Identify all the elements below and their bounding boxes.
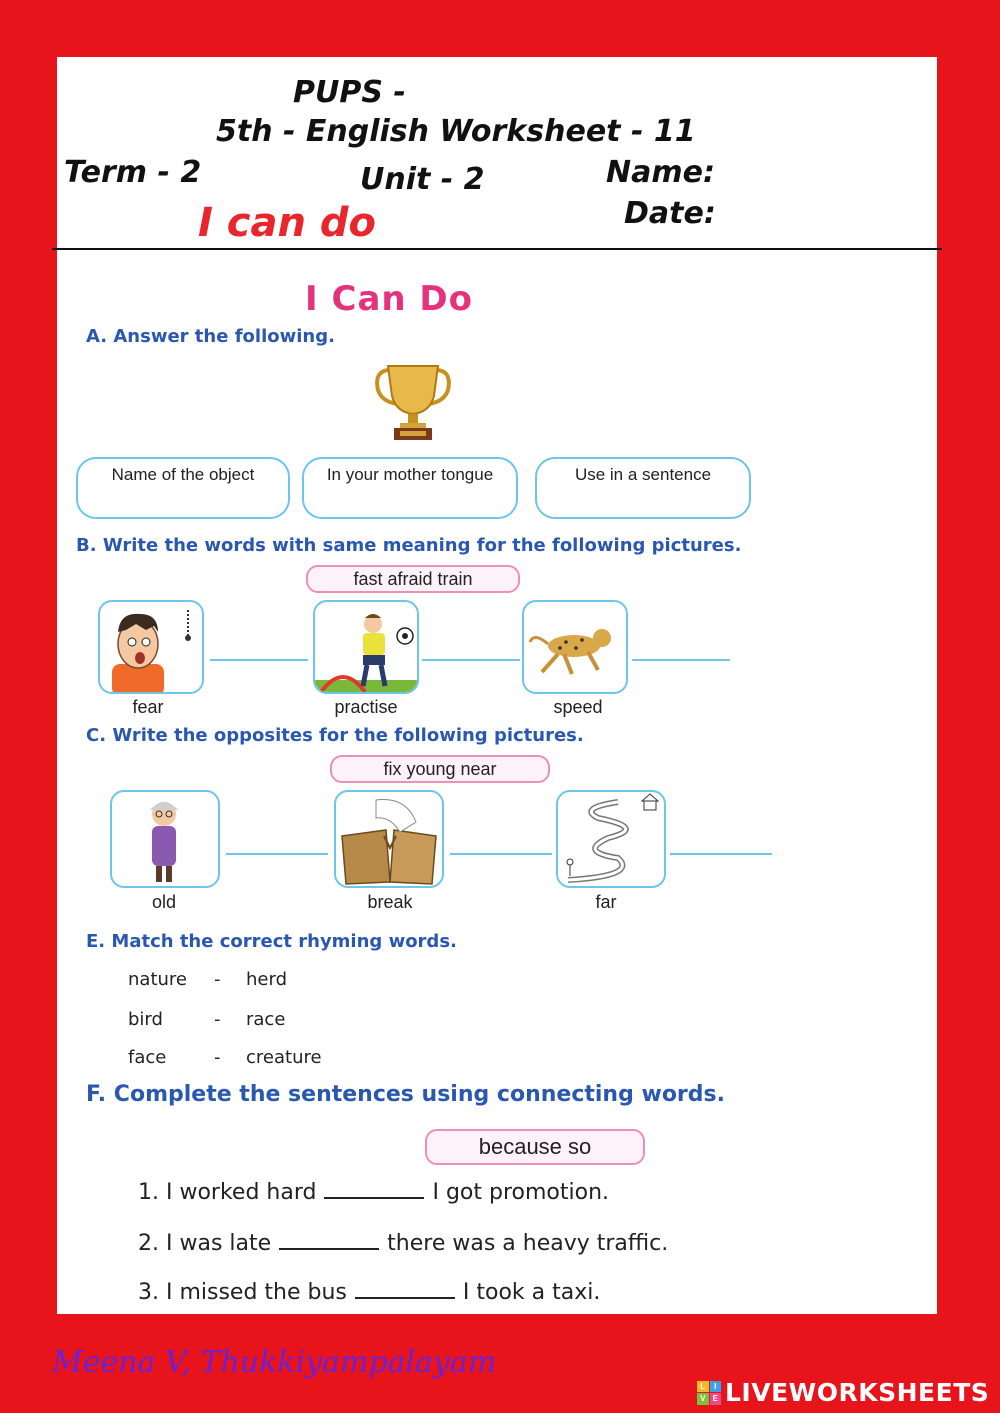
answer-line-far[interactable] — [670, 853, 772, 855]
sentence-text: 3. I missed the bus — [138, 1280, 347, 1305]
answer-box-label: Use in a sentence — [574, 465, 712, 484]
sentence-text: 2. I was late — [138, 1231, 272, 1256]
section-b-word-options: fast afraid train — [306, 565, 520, 593]
sentence-text: 1. I worked hard — [138, 1180, 317, 1205]
rhyme-dash: - — [214, 1009, 221, 1030]
answer-line-practise[interactable] — [422, 659, 520, 661]
header-divider — [52, 248, 942, 250]
liveworksheets-logo-icon — [697, 1381, 721, 1405]
caption-old: old — [151, 892, 177, 912]
answer-line-old[interactable] — [226, 853, 328, 855]
sentence-text: there was a heavy traffic. — [387, 1231, 669, 1256]
answer-line-fear[interactable] — [210, 659, 308, 661]
sentence-text: I got promotion. — [432, 1180, 610, 1205]
long-road-icon — [556, 790, 666, 888]
old-woman-icon — [110, 790, 220, 888]
answer-blank[interactable] — [324, 1181, 424, 1199]
scared-boy-icon — [98, 600, 204, 694]
trophy-icon — [370, 360, 456, 446]
section-a-heading: A. Answer the following. — [86, 326, 335, 347]
answer-box-mother-tongue[interactable] — [302, 457, 518, 519]
answer-line-break[interactable] — [450, 853, 552, 855]
logo-letter: L — [697, 1381, 709, 1393]
answer-blank[interactable] — [279, 1232, 379, 1250]
name-label: Name: — [606, 155, 715, 190]
caption-break: break — [367, 892, 413, 912]
section-e-heading: E. Match the correct rhyming words. — [86, 931, 457, 952]
answer-line-speed[interactable] — [632, 659, 730, 661]
caption-practise: practise — [334, 697, 398, 717]
section-f-word-options: because so — [425, 1129, 645, 1165]
answer-box-label: Name of the object — [111, 465, 255, 484]
brand-name: LIVEWORKSHEETS — [725, 1378, 990, 1407]
rhyme-right-word[interactable]: herd — [246, 969, 287, 990]
rhyme-left-word[interactable]: bird — [128, 1009, 163, 1030]
sentence-2 — [138, 1231, 668, 1256]
sentence-1 — [138, 1180, 609, 1205]
rhyme-dash: - — [214, 969, 221, 990]
section-f-heading: F. Complete the sentences using connecting words. — [86, 1082, 725, 1107]
unit-label: Unit - 2 — [360, 162, 485, 197]
answer-box-object[interactable] — [76, 457, 290, 519]
rhyme-right-word[interactable]: creature — [246, 1047, 322, 1068]
logo-letter: I — [710, 1381, 722, 1393]
rhyme-left-word[interactable]: nature — [128, 969, 187, 990]
rhyme-right-word[interactable]: race — [246, 1009, 286, 1030]
section-c-word-options: fix young near — [330, 755, 550, 783]
subtitle: I can do — [198, 200, 377, 246]
rhyme-left-word[interactable]: face — [128, 1047, 167, 1068]
sentence-3 — [138, 1280, 600, 1305]
answer-blank[interactable] — [355, 1281, 455, 1299]
section-c-heading: C. Write the opposites for the following pictures. — [86, 725, 584, 746]
section-b-heading: B. Write the words with same meaning for the following pictures. — [76, 535, 742, 556]
answer-box-label: In your mother tongue — [326, 465, 494, 484]
caption-speed: speed — [553, 697, 603, 717]
logo-letter: V — [697, 1393, 709, 1405]
football-player-icon — [313, 600, 419, 694]
breaking-wood-icon — [334, 790, 444, 888]
school-label: PUPS - — [293, 75, 406, 110]
term-label: Term - 2 — [64, 155, 202, 190]
date-label: Date: — [624, 196, 716, 231]
worksheet-title: I Can Do — [305, 279, 474, 319]
logo-letter: E — [710, 1393, 722, 1405]
liveworksheets-brand[interactable] — [697, 1378, 989, 1407]
author-signature: Meena V, Thukkiyampalayam — [52, 1345, 497, 1380]
answer-box-sentence[interactable] — [535, 457, 751, 519]
caption-fear: fear — [132, 697, 164, 717]
caption-far: far — [595, 892, 617, 912]
sentence-text: I took a taxi. — [462, 1280, 601, 1305]
cheetah-icon — [522, 600, 628, 694]
worksheet-heading: 5th - English Worksheet - 11 — [216, 114, 696, 149]
rhyme-dash: - — [214, 1047, 221, 1068]
